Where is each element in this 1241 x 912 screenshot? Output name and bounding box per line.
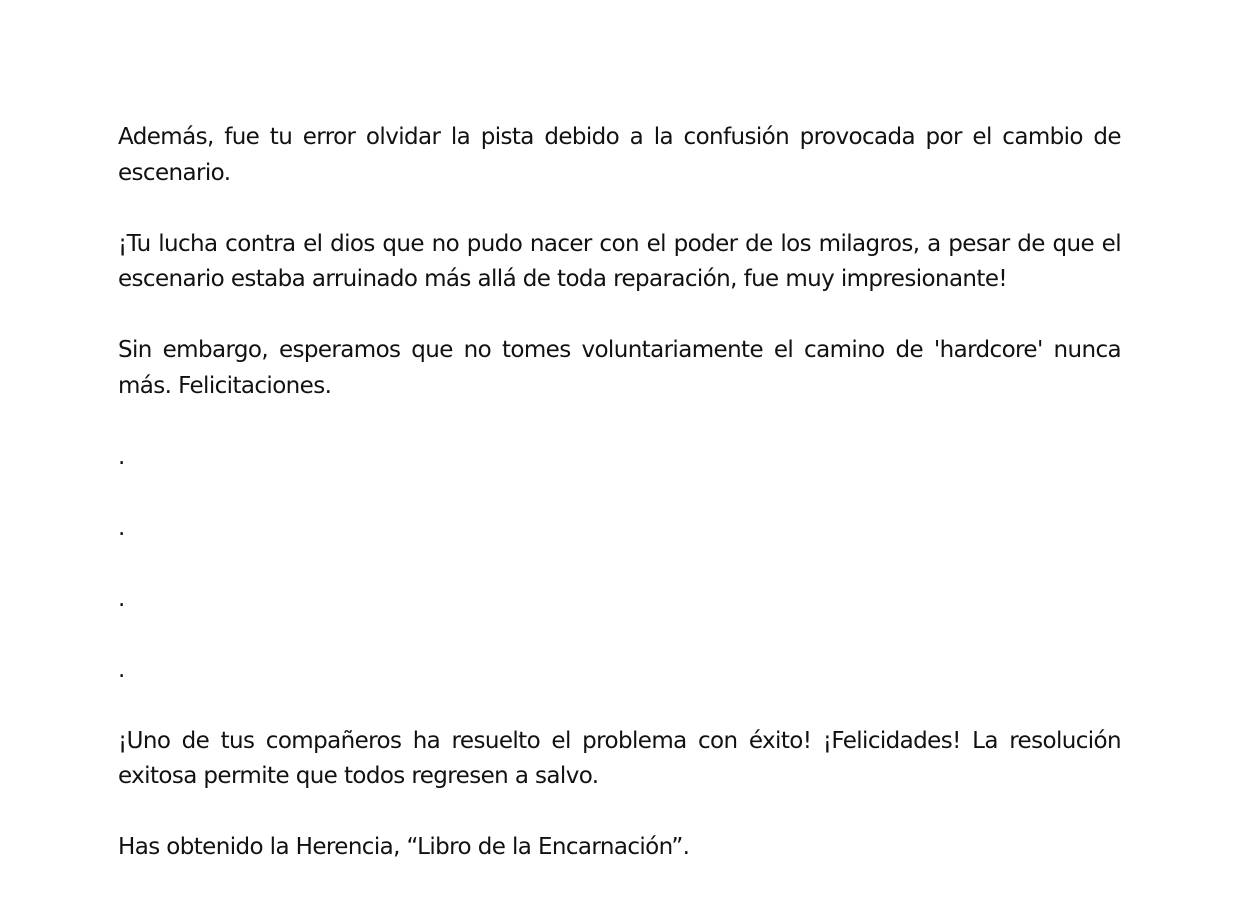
paragraph-inheritance: Has obtenido la Herencia, “Libro de la Encarnación”. [118, 834, 690, 860]
separator-dot: . [118, 585, 125, 612]
separator-dot: . [118, 656, 125, 683]
paragraph-success: ¡Uno de tus compañeros ha resuelto el problema con éxito! ¡Felicidades! La resolución exitosa permite que todos regresen a salvo. [118, 727, 1121, 789]
separator-dot: . [118, 443, 125, 470]
paragraph-fight: ¡Tu lucha contra el dios que no pudo nacer con el poder de los milagros, a pesar de que el escenario estaba arruinado más allá de toda reparación, fue muy impresionante! [118, 230, 1121, 292]
paragraph-error: Además, fue tu error olvidar la pista debido a la confusión provocada por el cambio de escenario. [118, 124, 1121, 186]
document-body [118, 120, 1121, 901]
separator-dot: . [118, 514, 125, 541]
paragraph-hardcore: Sin embargo, esperamos que no tomes voluntariamente el camino de 'hardcore' nunca más. Felicitaciones. [118, 337, 1121, 399]
